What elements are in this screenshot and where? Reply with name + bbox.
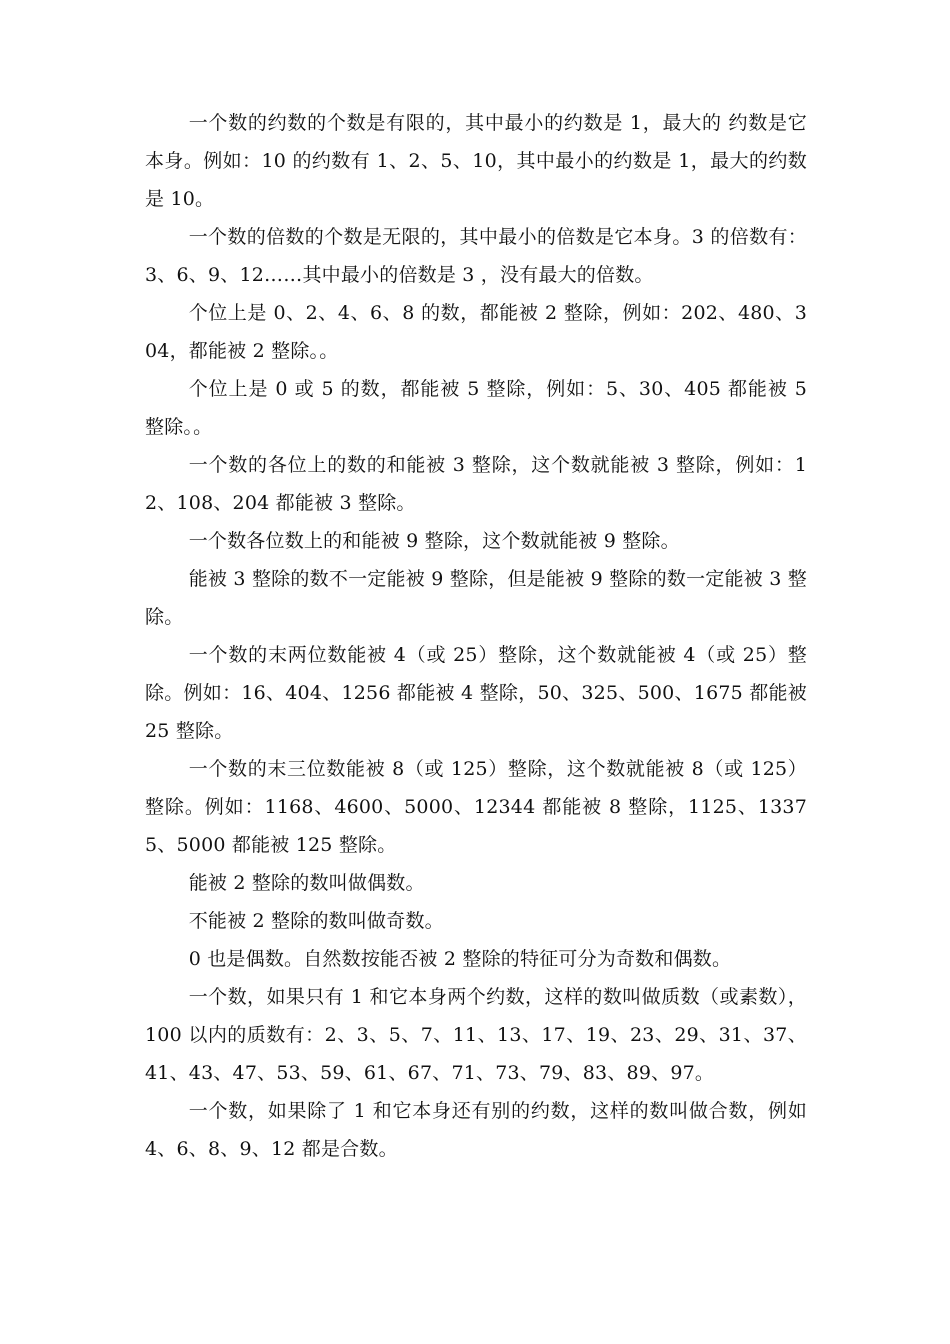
paragraph-divisible-by-9: 一个数各位数上的和能被 9 整除，这个数就能被 9 整除。 (188, 530, 680, 552)
paragraph-prime-numbers: 一个数，如果只有 1 和它本身两个约数，这样的数叫做质数（或素数），100 以内的质数有：2、3、5、7、11、13、17、19、23、29、31、37、41、43、47、53、59、61、67、71、73、79、83、89、97。 (145, 986, 807, 1084)
paragraph-divisor-count: 一个数的约数的个数是有限的，其中最小的约数是 1，最大的 约数是它本身。例如：10 的约数有 1、2、5、10，其中最小的约数是 1，最大的约数是 10。 (145, 112, 807, 210)
paragraph-divisible-by-5: 个位上是 0 或 5 的数，都能被 5 整除，例如：5、30、405 都能被 5 整除。。 (145, 378, 807, 438)
paragraph-divisible-by-4-25: 一个数的末两位数能被 4（或 25）整除，这个数就能被 4（或 25）整除。例如：16、404、1256 都能被 4 整除，50、325、500、1675 都能被 25 整除。 (145, 644, 807, 742)
document-body (145, 104, 807, 1168)
paragraph-zero-even: 0 也是偶数。自然数按能否被 2 整除的特征可分为奇数和偶数。 (188, 948, 732, 970)
paragraph-composite-numbers: 一个数，如果除了 1 和它本身还有别的约数，这样的数叫做合数，例如 4、6、8、9、12 都是合数。 (145, 1100, 807, 1160)
paragraph-3-and-9: 能被 3 整除的数不一定能被 9 整除，但是能被 9 整除的数一定能被 3 整除。 (145, 568, 807, 628)
paragraph-divisible-by-3: 一个数的各位上的数的和能被 3 整除，这个数就能被 3 整除，例如：12、108、204 都能被 3 整除。 (145, 454, 807, 514)
paragraph-multiple-count: 一个数的倍数的个数是无限的，其中最小的倍数是它本身。3 的倍数有：3、6、9、12……其中最小的倍数是 3 ，没有最大的倍数。 (145, 226, 807, 286)
paragraph-odd-numbers: 不能被 2 整除的数叫做奇数。 (188, 910, 444, 932)
paragraph-divisible-by-8-125: 一个数的末三位数能被 8（或 125）整除，这个数就能被 8（或 125）整除。例如：1168、4600、5000、12344 都能被 8 整除，1125、13375、5000 都能被 125 整除。 (145, 758, 807, 856)
paragraph-divisible-by-2: 个位上是 0、2、4、6、8 的数，都能被 2 整除，例如：202、480、304，都能被 2 整除。。 (145, 302, 807, 362)
paragraph-even-numbers: 能被 2 整除的数叫做偶数。 (188, 872, 425, 894)
